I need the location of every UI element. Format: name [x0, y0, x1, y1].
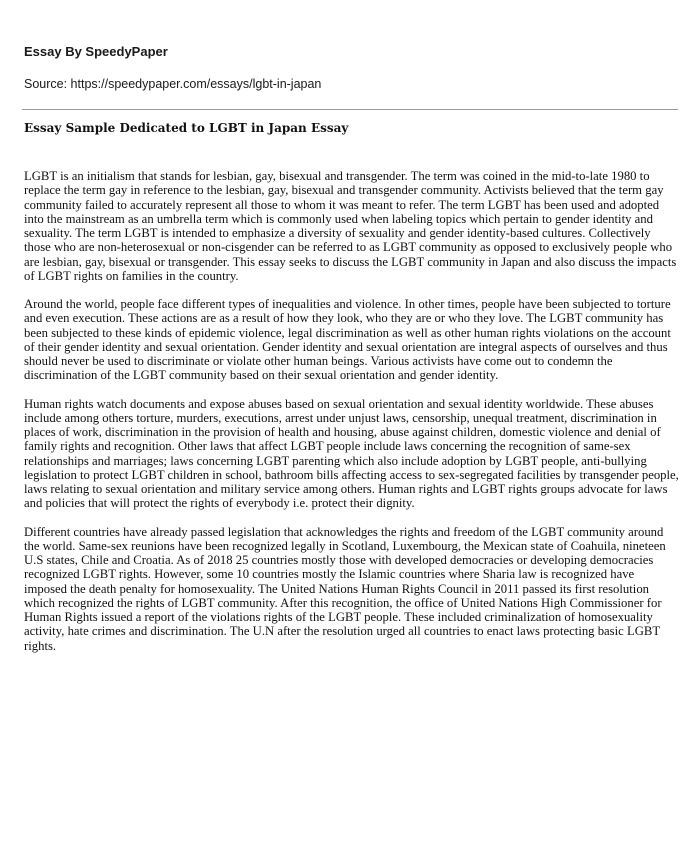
site-brand: Essay By SpeedyPaper: [24, 44, 168, 59]
essay-body: [24, 169, 679, 667]
essay-title: Essay Sample Dedicated to LGBT in Japan Essay: [24, 121, 349, 135]
essay-paragraph: Different countries have already passed legislation that acknowledges the rights and freedom of the LGBT community around the world. Same-sex reunions have been recognized legally in Scotland, Luxembourg, the Mexican state of Coahuila, nineteen U.S states, Chile and Croatia. As of 2018 25 countries mostly those with developed democracies or developing democracies recognized LGBT rights. However, some 10 countries mostly the Islamic countries where Sharia law is recognized have imposed the death penalty for homosexuality. The United Nations Human Rights Council in 2011 passed its first resolution which recognized the rights of LGBT community. After this recognition, the office of United Nations High Commissioner for Human Rights issued a report of the violations rights of the LGBT people. These included criminalization of homosexuality activity, hate crimes and discrimination. The U.N after the resolution urged all countries to enact laws protecting basic LGBT rights.: [24, 524, 666, 653]
essay-paragraph: Around the world, people face different types of inequalities and violence. In other times, people have been subjected to torture and even execution. These actions are as a result of how they look, who they are or who they love. The LGBT community has been subjected to these kinds of epidemic violence, legal discrimination as well as other human rights violations on the account of their gender identity and sexual orientation. Gender identity and sexual orientation are integral aspects of ourselves and thus should never be used to discriminate or violate other human beings. Various activists have come out to condemn the discrimination of the LGBT community based on their sexual orientation and gender identity.: [24, 297, 671, 383]
header-divider: [22, 109, 678, 110]
source-line: Source: https://speedypaper.com/essays/lgbt-in-japan: [24, 77, 322, 91]
essay-paragraph: Human rights watch documents and expose abuses based on sexual orientation and sexual identity worldwide. These abuses include among others torture, murders, executions, arrest under unjust laws, censorship, unequal treatment, discrimination in places of work, discrimination in the provision of health and housing, abuse against children, domestic violence and denial of family rights and recognition. Other laws that affect LGBT people include laws concerning the recognition of same-sex relationships and marriages; laws concerning LGBT parenting which also include adoption by LGBT people, anti-bullying legislation to protect LGBT children in school, bathroom bills affecting access to sex-segregated facilities by transgender people, laws relating to sexual orientation and military service among others. Human rights and LGBT rights groups advocate for laws and policies that will protect the rights of everybody i.e. protect their dignity.: [24, 396, 679, 511]
essay-paragraph: LGBT is an initialism that stands for lesbian, gay, bisexual and transgender. The term was coined in the mid-to-late 1980 to replace the term gay in reference to the lesbian, gay, bisexual and transgender community. Activists believed that the term gay community failed to accurately represent all those to whom it was meant to refer. The term LGBT has been used and adopted into the mainstream as an umbrella term which is commonly used when labeling topics which pertain to gender identity and sexuality. The term LGBT is intended to emphasize a diversity of sexuality and gender identity-based cultures. Collectively those who are non-heterosexual or non-cisgender can be referred to as LGBT community as opposed to exclusively people who are lesbian, gay, bisexual or transgender. This essay seeks to discuss the LGBT community in Japan and also discuss the impacts of LGBT rights on families in the country.: [24, 169, 677, 283]
